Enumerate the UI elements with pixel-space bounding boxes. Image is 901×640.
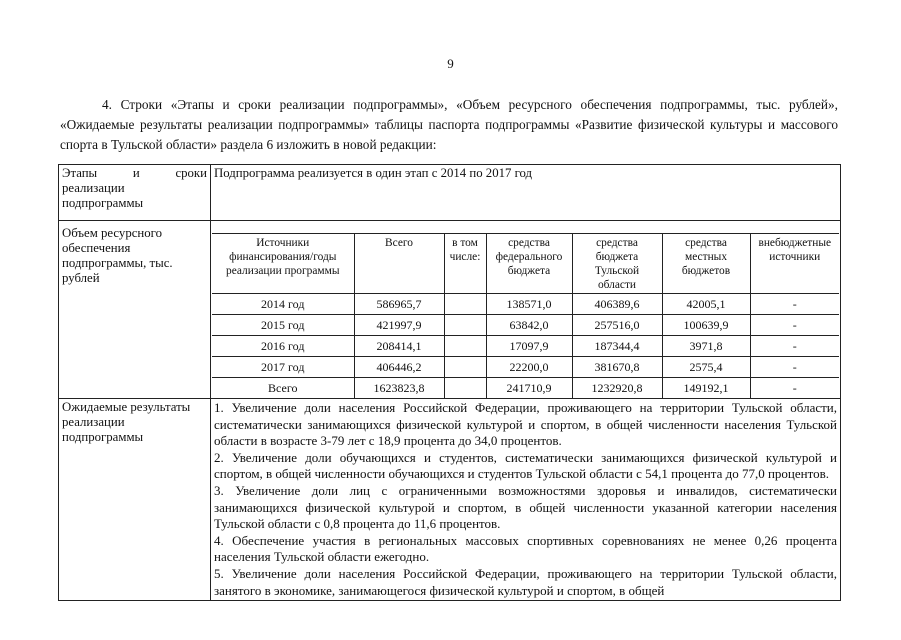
funding-cell: 586965,7 — [354, 294, 444, 315]
row-results — [59, 399, 841, 601]
result-item-4: 4. Обеспечение участия в региональных массовых спортивных соревнованиях не менее 0,26 процента населения Тульской области ежегодно. — [214, 532, 837, 565]
funding-cell: - — [750, 315, 839, 336]
funding-cell: 2017 год — [212, 357, 354, 378]
funding-cell: 2015 год — [212, 315, 354, 336]
funding-cell: - — [750, 378, 839, 399]
results-label — [59, 399, 211, 601]
funding-row — [212, 357, 839, 378]
funding-cell: 17097,9 — [486, 336, 572, 357]
intro-paragraph — [60, 95, 838, 155]
result-item-3: 3. Увеличение доли лиц с ограниченными возможностями здоровья и инвалидов, систематически занимающихся физической культурой и спортом, в общей численности указанной категории населения Тульской области с 0,8 процента до 11,6 процентов. — [214, 482, 837, 532]
funding-cell: 100639,9 — [662, 315, 750, 336]
funding-header-cell: средства федерального бюджета — [486, 234, 572, 294]
funding-row — [212, 378, 839, 399]
funding-cell: 406446,2 — [354, 357, 444, 378]
funding-cell: - — [750, 357, 839, 378]
funding-header-cell: средства местных бюджетов — [662, 234, 750, 294]
volume-value — [211, 221, 841, 399]
passport-table — [58, 164, 841, 601]
funding-row — [212, 315, 839, 336]
funding-cell: - — [750, 336, 839, 357]
stages-label — [59, 165, 211, 221]
funding-cell: 1232920,8 — [572, 378, 662, 399]
funding-cell: 22200,0 — [486, 357, 572, 378]
funding-cell: 1623823,8 — [354, 378, 444, 399]
funding-cell: 421997,9 — [354, 315, 444, 336]
funding-cell: 406389,6 — [572, 294, 662, 315]
funding-cell: 187344,4 — [572, 336, 662, 357]
funding-cell — [444, 315, 486, 336]
funding-cell: 149192,1 — [662, 378, 750, 399]
result-item-5: 5. Увеличение доли населения Российской Федерации, проживающего на территории Тульской области, занятого в экономике, занимающегося физической культурой и спортом, в общей — [214, 565, 837, 598]
stages-value: Подпрограмма реализуется в один этап с 2014 по 2017 год — [211, 165, 841, 221]
funding-header-cell: Всего — [354, 234, 444, 294]
result-item-1: 1. Увеличение доли населения Российской Федерации, проживающего на территории Тульской области, систематически занимающихся физической культурой и спортом, в общей численности населения Тульской области в возрасте 3-79 лет с 18,9 процента до 34,0 процентов. — [214, 400, 837, 449]
funding-cell: 381670,8 — [572, 357, 662, 378]
funding-table — [212, 233, 839, 398]
funding-cell — [444, 378, 486, 399]
row-volume — [59, 221, 841, 399]
funding-cell: 2014 год — [212, 294, 354, 315]
funding-cell: 241710,9 — [486, 378, 572, 399]
stages-label-line1 — [62, 166, 207, 181]
funding-row — [212, 336, 839, 357]
funding-cell: 3971,8 — [662, 336, 750, 357]
funding-header-cell: средства бюджета Тульской области — [572, 234, 662, 294]
funding-header-cell: внебюджетные источники — [750, 234, 839, 294]
funding-header-cell: в том числе: — [444, 234, 486, 294]
result-item-2: 2. Увеличение доли обучающихся и студентов, систематически занимающихся физической культурой и спортом, в общей численности обучающихся и студентов Тульской области с 54,1 процента до 77,0 процентов. — [214, 449, 837, 482]
funding-cell: 2575,4 — [662, 357, 750, 378]
row-stages — [59, 165, 841, 221]
intro-text: 4. Строки «Этапы и сроки реализации подпрограммы», «Объем ресурсного обеспечения подпрограммы, тыс. рублей», «Ожидаемые результаты реализации подпрограммы» таблицы паспорта подпрограммы «Развитие физической культуры и массового спорта в Тульской области» раздела 6 изложить в новой редакции: — [60, 97, 838, 152]
funding-cell: 138571,0 — [486, 294, 572, 315]
funding-cell — [444, 294, 486, 315]
volume-label — [59, 221, 211, 399]
funding-row — [212, 294, 839, 315]
stages-label-w3: сроки — [175, 166, 207, 180]
funding-header-row — [212, 234, 839, 294]
results-label-text: Ожидаемые результаты реализации подпрограммы — [62, 400, 191, 444]
funding-cell: - — [750, 294, 839, 315]
funding-header-cell: Источники финансирования/годы реализации программы — [212, 234, 354, 294]
funding-cell: 257516,0 — [572, 315, 662, 336]
page-number: 9 — [447, 56, 454, 71]
stages-label-w2: и — [132, 166, 140, 180]
results-value — [211, 399, 841, 601]
funding-cell: Всего — [212, 378, 354, 399]
funding-cell: 2016 год — [212, 336, 354, 357]
funding-cell: 208414,1 — [354, 336, 444, 357]
funding-cell — [444, 357, 486, 378]
funding-cell: 42005,1 — [662, 294, 750, 315]
funding-cell — [444, 336, 486, 357]
volume-label-text: Объем ресурсного обеспечения подпрограммы, тыс. рублей — [62, 226, 173, 285]
stages-label-rest: реализации подпрограммы — [62, 181, 144, 210]
funding-cell: 63842,0 — [486, 315, 572, 336]
stages-label-w1: Этапы — [62, 166, 98, 180]
